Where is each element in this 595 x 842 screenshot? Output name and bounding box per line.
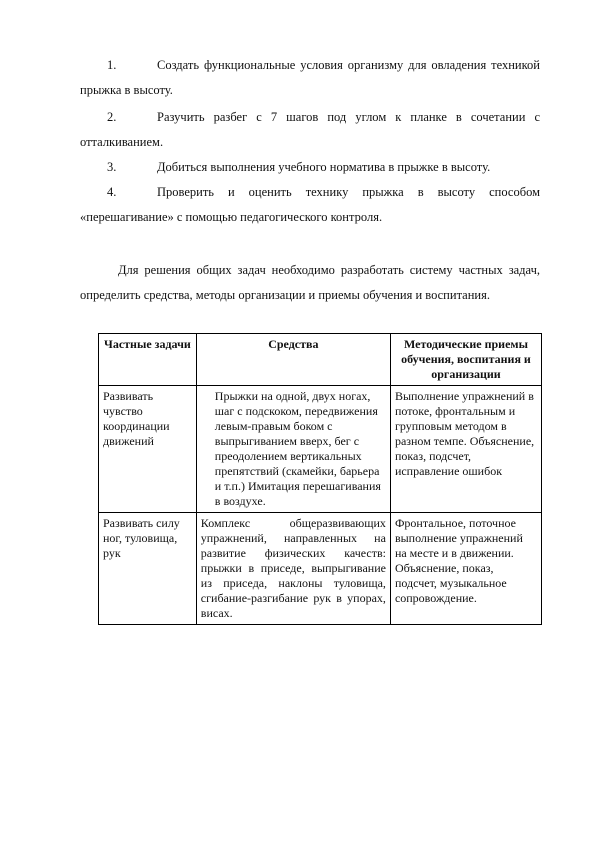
header-cell-means: Средства <box>196 334 390 386</box>
task-cell: Развивать чувство координации движений <box>99 386 197 513</box>
table-row <box>99 386 542 513</box>
header-cell-methods: Методические приемы обучения, воспитания и организации <box>390 334 541 386</box>
objective-number: 4. <box>107 185 117 199</box>
objective-item-3 <box>80 155 540 180</box>
objective-item-1 <box>80 53 540 103</box>
objective-item-2 <box>80 105 540 155</box>
methods-cell: Фронтальное, поточное выполнение упражнений на месте и в движении. Объяснение, показ, подсчет, музыкальное сопровождение. <box>390 513 541 625</box>
objective-item-4 <box>80 180 540 230</box>
objective-text: Добиться выполнения учебного норматива в прыжке в высоту. <box>157 160 491 174</box>
objective-text: Создать функциональные условия организму для овладения техникой прыжка в высоту. <box>80 58 540 97</box>
objective-number: 2. <box>107 110 117 124</box>
task-cell: Развивать силу ног, туловища, рук <box>99 513 197 625</box>
objective-text: Проверить и оценить технику прыжка в высоту способом «перешагивание» с помощью педагогического контроля. <box>80 185 540 224</box>
means-cell: Прыжки на одной, двух ногах, шаг с подскоком, передвижения левым-правым боком с выпрыгиванием вверх, бег с преодолением вертикальных препятствий (скамейки, барьера и т.п.) Имитация перешагивания в воздухе. <box>196 386 390 513</box>
methods-cell: Выполнение упражнений в потоке, фронтальным и групповым методом в разном темпе. Объяснение, показ, подсчет, исправление ошибок <box>390 386 541 513</box>
objective-number: 3. <box>107 160 117 174</box>
header-cell-tasks: Частные задачи <box>99 334 197 386</box>
intro-paragraph: Для решения общих задач необходимо разработать систему частных задач, определить средства, методы организации и приемы обучения и воспитания. <box>80 263 540 302</box>
table-row <box>99 513 542 625</box>
table-header-row <box>99 334 542 386</box>
means-cell: Комплекс общеразвивающих упражнений, направленных на развитие физических качеств: прыжки в приседе, выпрыгивание из приседа, наклоны туловища, сгибание-разгибание рук в упорах, висах. <box>196 513 390 625</box>
objective-number: 1. <box>107 58 117 72</box>
objective-text: Разучить разбег с 7 шагов под углом к планке в сочетании с отталкиванием. <box>80 110 540 149</box>
tasks-table <box>98 333 542 625</box>
